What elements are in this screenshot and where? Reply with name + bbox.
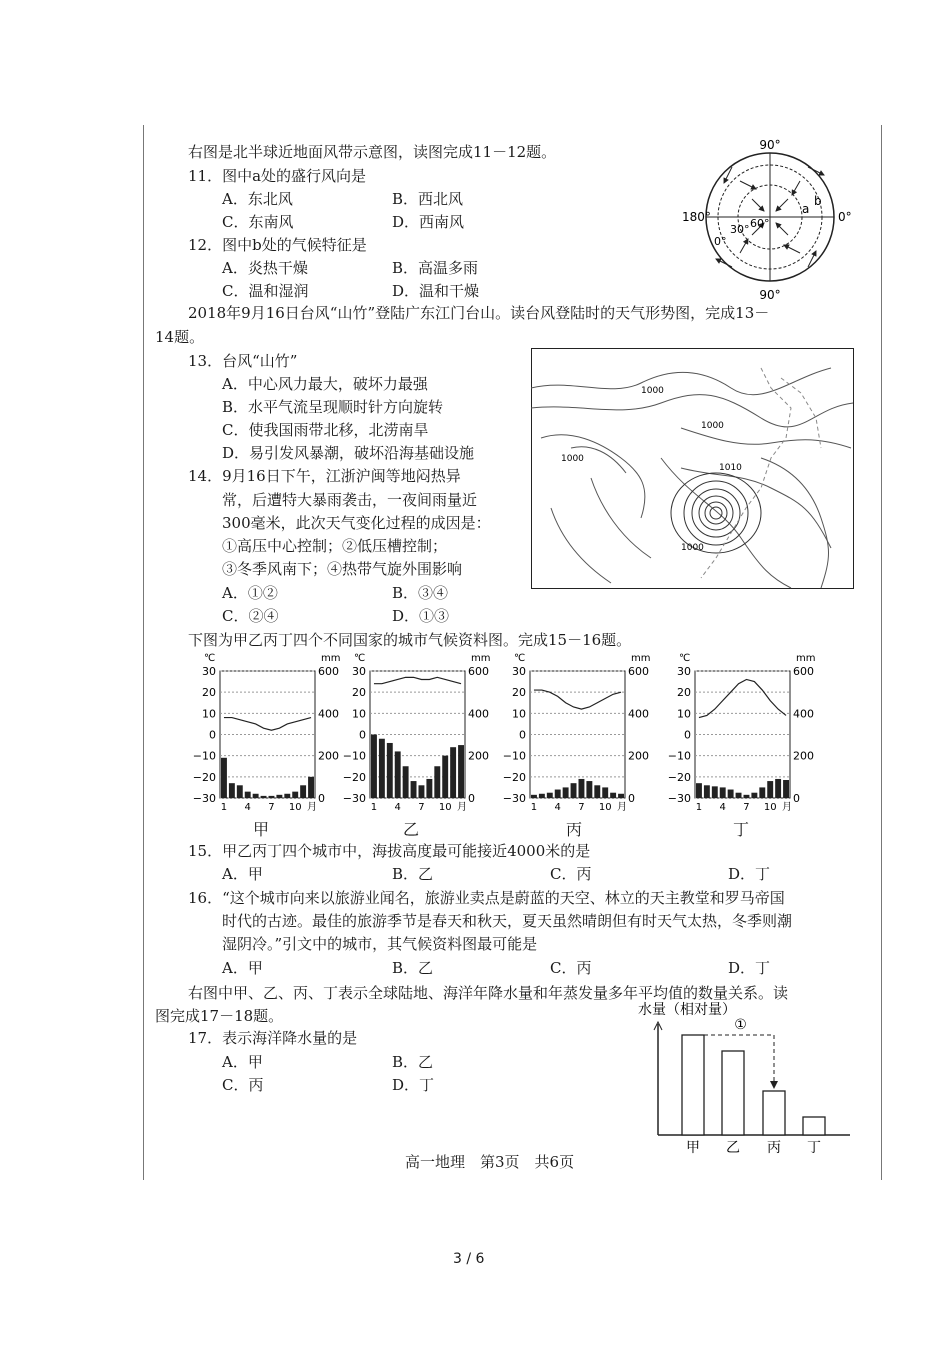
climate-chart-0 xyxy=(193,653,341,813)
arrow-label: ① xyxy=(734,1017,747,1033)
month-tick-label: 4 xyxy=(394,802,401,813)
precip-bar xyxy=(458,745,464,798)
q15-option-c: C．丙 xyxy=(550,865,592,883)
precip-bar xyxy=(728,790,734,798)
precip-unit: mm xyxy=(796,653,816,664)
precip-bar xyxy=(602,787,608,798)
precip-unit: mm xyxy=(631,653,651,664)
isobar-label-1: 1000 xyxy=(701,421,724,431)
q11-stem: 11．图中a处的盛行风向是 xyxy=(188,167,367,185)
q14-option-c: C．②④ xyxy=(222,607,279,625)
precip-tick-label: 400 xyxy=(628,707,649,721)
precip-bar xyxy=(555,790,561,798)
precip-bar xyxy=(411,781,417,798)
q15-stem: 15．甲乙丙丁四个城市中，海拔高度最可能接近4000米的是 xyxy=(188,842,591,860)
precip-bar xyxy=(547,793,553,798)
month-unit: 月 xyxy=(307,802,317,813)
temp-unit: ℃ xyxy=(514,653,526,664)
precip-unit: mm xyxy=(471,653,491,664)
label-0-equator: 0° xyxy=(714,235,727,248)
q14-option-a: A．①② xyxy=(222,584,278,602)
precip-bar xyxy=(744,795,750,798)
precip-bar xyxy=(720,787,726,798)
climate-chart-1 xyxy=(343,653,491,813)
temp-tick-label: −30 xyxy=(192,792,216,805)
label-0-right: 0° xyxy=(838,210,852,224)
precip-bar xyxy=(531,795,537,798)
precip-bar xyxy=(571,783,577,798)
q14-line2: 常，后遭特大暴雨袭击，一夜间雨量近 xyxy=(222,491,478,509)
month-tick-label: 1 xyxy=(695,802,703,813)
precip-bar xyxy=(751,793,757,798)
q16-line2: 时代的古迹。最佳的旅游季节是春天和秋天，夏天虽然晴朗但有时天气太热，冬季则潮 xyxy=(222,912,793,930)
q12-option-b: B．高温多雨 xyxy=(392,259,479,277)
intro-15-16: 下图为甲乙丙丁四个不同国家的城市气候资料图。完成15－16题。 xyxy=(188,631,632,649)
temp-tick-label: −30 xyxy=(502,792,526,805)
q14-line5: ③冬季风南下；④热带气旋外围影响 xyxy=(222,560,463,578)
precip-unit: mm xyxy=(321,653,341,664)
precip-bar xyxy=(269,796,275,798)
precip-bar xyxy=(221,758,227,798)
q15-option-b: B．乙 xyxy=(392,865,434,883)
month-tick-label: 1 xyxy=(370,802,378,813)
intro-13-14-line2: 14题。 xyxy=(155,328,205,346)
month-tick-label: 10 xyxy=(438,802,452,813)
isobar-label-2: 1010 xyxy=(719,463,742,473)
temp-line xyxy=(534,690,621,709)
temp-tick-label: 10 xyxy=(352,707,366,721)
month-tick-label: 7 xyxy=(268,802,275,813)
precip-tick-label: 600 xyxy=(468,665,489,678)
precip-bar xyxy=(712,786,718,798)
temp-unit: ℃ xyxy=(679,653,691,664)
q14-option-d: D．①③ xyxy=(392,607,450,625)
precip-tick-label: 400 xyxy=(793,707,814,721)
month-tick-label: 10 xyxy=(288,802,302,813)
wind-belt-diagram xyxy=(680,137,860,302)
precip-bar xyxy=(292,792,298,798)
q12-option-c: C．温和湿润 xyxy=(222,282,309,300)
climate-chart-label-yi: 乙 xyxy=(403,820,420,839)
month-tick-label: 4 xyxy=(554,802,561,813)
climate-chart-label-jia: 甲 xyxy=(253,820,270,839)
month-unit: 月 xyxy=(617,802,627,813)
precip-bar xyxy=(245,792,251,798)
precip-bar xyxy=(775,779,781,798)
label-30: 30° xyxy=(730,223,750,236)
climate-chart-label-ding: 丁 xyxy=(733,820,750,839)
precip-bar xyxy=(253,794,259,798)
month-tick-label: 10 xyxy=(598,802,612,813)
precip-bar xyxy=(610,793,616,798)
precip-bar xyxy=(284,794,290,798)
climate-chart-2 xyxy=(503,653,651,813)
q15-option-a: A．甲 xyxy=(222,865,263,883)
precip-bar xyxy=(395,751,401,798)
climate-chart-label-bing: 丙 xyxy=(566,820,583,839)
q12-option-d: D．温和干燥 xyxy=(392,282,480,300)
month-tick-label: 7 xyxy=(418,802,425,813)
precip-tick-label: 0 xyxy=(468,792,475,805)
precip-tick-label: 600 xyxy=(628,665,649,678)
q17-option-c: C．丙 xyxy=(222,1076,264,1094)
precip-tick-label: 400 xyxy=(468,707,489,721)
precip-bar xyxy=(442,756,448,798)
temp-tick-label: 30 xyxy=(677,665,691,678)
q13-option-c: C．使我国雨带北移，北涝南旱 xyxy=(222,421,429,439)
temp-unit: ℃ xyxy=(204,653,216,664)
q14-option-b: B．③④ xyxy=(392,584,449,602)
precip-bar xyxy=(618,794,624,798)
temp-tick-label: −30 xyxy=(667,792,691,805)
precip-tick-label: 600 xyxy=(318,665,339,678)
q11-option-a: A．东北风 xyxy=(222,190,293,208)
q11-option-b: B．西北风 xyxy=(392,190,464,208)
temp-line xyxy=(699,679,786,717)
precip-tick-label: 0 xyxy=(318,792,325,805)
intro-13-14-line1: 2018年9月16日台风“山竹”登陆广东江门台山。读台风登陆时的天气形势图，完成13－ xyxy=(188,304,770,322)
precip-bar xyxy=(563,787,569,798)
precip-bar xyxy=(696,783,702,798)
label-90-bottom: 90° xyxy=(759,288,781,302)
temp-tick-label: −10 xyxy=(342,749,366,763)
precip-bar xyxy=(434,766,440,798)
category-label: 乙 xyxy=(726,1140,740,1156)
month-tick-label: 4 xyxy=(719,802,726,813)
q17-stem: 17．表示海洋降水量的是 xyxy=(188,1029,358,1047)
precip-bar xyxy=(308,777,314,798)
temp-tick-label: −10 xyxy=(502,749,526,763)
precip-bar xyxy=(539,794,545,798)
temp-tick-label: 20 xyxy=(677,686,691,700)
precip-bar xyxy=(450,747,456,798)
water-bar xyxy=(682,1035,704,1135)
month-tick-label: 1 xyxy=(530,802,538,813)
q17-option-b: B．乙 xyxy=(392,1053,434,1071)
precip-tick-label: 0 xyxy=(793,792,800,805)
precip-tick-label: 400 xyxy=(318,707,339,721)
precip-bar xyxy=(229,783,235,798)
temp-tick-label: 0 xyxy=(519,728,526,742)
temp-tick-label: −10 xyxy=(192,749,216,763)
category-label: 甲 xyxy=(686,1140,700,1156)
month-tick-label: 10 xyxy=(763,802,777,813)
chart-ylabel: 水量（相对量） xyxy=(638,1002,736,1018)
q16-option-d: D．丁 xyxy=(728,959,771,977)
isobar-label-5: 1000 xyxy=(641,386,664,396)
temp-tick-label: 10 xyxy=(202,707,216,721)
label-180: 180° xyxy=(682,210,711,224)
temp-tick-label: 10 xyxy=(512,707,526,721)
precip-tick-label: 0 xyxy=(628,792,635,805)
precip-bar xyxy=(379,739,385,798)
category-label: 丁 xyxy=(807,1140,821,1156)
temp-tick-label: 30 xyxy=(512,665,526,678)
q16-option-c: C．丙 xyxy=(550,959,592,977)
label-a: a xyxy=(802,202,810,216)
intro-17-18-line1: 右图中甲、乙、丙、丁表示全球陆地、海洋年降水量和年蒸发量多年平均值的数量关系。读 xyxy=(188,984,789,1002)
q12-option-a: A．炎热干燥 xyxy=(222,259,308,277)
q13-option-a: A．中心风力最大，破坏力最强 xyxy=(222,375,428,393)
page-footer: 高一地理 第3页 共6页 xyxy=(405,1153,575,1171)
temp-tick-label: −20 xyxy=(192,770,216,784)
precip-bar xyxy=(594,785,600,798)
precip-tick-label: 200 xyxy=(318,749,339,763)
temp-line xyxy=(374,677,461,683)
precip-bar xyxy=(767,781,773,798)
precip-tick-label: 200 xyxy=(793,749,814,763)
temp-tick-label: −20 xyxy=(667,770,691,784)
precip-bar xyxy=(371,735,377,799)
q17-option-a: A．甲 xyxy=(222,1053,263,1071)
precip-bar xyxy=(704,785,710,798)
q12-stem: 12．图中b处的气候特征是 xyxy=(188,236,367,254)
temp-tick-label: 0 xyxy=(684,728,691,742)
q13-stem: 13．台风“山竹” xyxy=(188,352,298,370)
temp-tick-label: −30 xyxy=(342,792,366,805)
precip-tick-label: 600 xyxy=(793,665,814,678)
temp-tick-label: −20 xyxy=(342,770,366,784)
precip-bar xyxy=(403,766,409,798)
precip-bar xyxy=(579,779,585,798)
temp-tick-label: 0 xyxy=(209,728,216,742)
q13-option-d: D．易引发风暴潮，破坏沿海基础设施 xyxy=(222,444,475,462)
month-tick-label: 1 xyxy=(220,802,228,813)
isobar-label-3: 1000 xyxy=(561,454,584,464)
climate-chart-3 xyxy=(668,653,816,813)
q14-line4: ①高压中心控制；②低压槽控制； xyxy=(222,537,448,555)
q16-option-a: A．甲 xyxy=(222,959,263,977)
month-tick-label: 7 xyxy=(743,802,750,813)
temp-tick-label: −20 xyxy=(502,770,526,784)
precip-bar xyxy=(426,779,432,798)
q11-option-c: C．东南风 xyxy=(222,213,294,231)
temp-tick-label: −10 xyxy=(667,749,691,763)
precip-tick-label: 200 xyxy=(628,749,649,763)
q17-option-d: D．丁 xyxy=(392,1076,435,1094)
month-tick-label: 7 xyxy=(578,802,585,813)
precip-bar xyxy=(419,785,425,798)
temp-tick-label: 20 xyxy=(202,686,216,700)
q16-option-b: B．乙 xyxy=(392,959,434,977)
typhoon-weather-map xyxy=(531,348,854,589)
precip-bar xyxy=(276,795,282,798)
temp-tick-label: 30 xyxy=(202,665,216,678)
temp-tick-label: 0 xyxy=(359,728,366,742)
temp-unit: ℃ xyxy=(354,653,366,664)
precip-bar xyxy=(300,785,306,798)
arrow-head xyxy=(770,1081,778,1089)
intro-11-12: 右图是北半球近地面风带示意图，读图完成11－12题。 xyxy=(188,143,557,161)
label-60: 60° xyxy=(750,217,770,230)
month-unit: 月 xyxy=(457,802,467,813)
precip-bar xyxy=(387,743,393,798)
precip-bar xyxy=(586,781,592,798)
category-label: 丙 xyxy=(767,1140,781,1156)
q16-line3: 湿阴冷。”引文中的城市，其气候资料图最可能是 xyxy=(222,935,538,953)
climate-charts xyxy=(190,651,830,816)
page-number: 3 / 6 xyxy=(453,1251,485,1267)
water-bar xyxy=(722,1051,744,1135)
temp-line xyxy=(224,718,311,731)
q16-line1: 16．“这个城市向来以旅游业闻名，旅游业卖点是蔚蓝的天空、林立的天主教堂和罗马帝国 xyxy=(188,889,785,907)
label-b: b xyxy=(814,194,822,208)
precip-bar xyxy=(237,785,243,798)
precip-bar xyxy=(759,787,765,798)
isobar-label-4: 1000 xyxy=(681,543,704,553)
month-tick-label: 4 xyxy=(244,802,251,813)
precip-bar xyxy=(261,796,267,798)
precip-bar xyxy=(736,793,742,798)
temp-tick-label: 10 xyxy=(677,707,691,721)
temp-tick-label: 20 xyxy=(352,686,366,700)
q14-line1: 14．9月16日下午，江浙沪闽等地闷热异 xyxy=(188,467,461,485)
q13-option-b: B．水平气流呈现顺时针方向旋转 xyxy=(222,398,444,416)
precip-tick-label: 200 xyxy=(468,749,489,763)
water-balance-chart xyxy=(630,1000,860,1160)
water-bar xyxy=(763,1091,785,1135)
water-bar xyxy=(803,1117,825,1135)
q14-line3: 300毫米，此次天气变化过程的成因是： xyxy=(222,514,491,532)
month-unit: 月 xyxy=(782,802,792,813)
label-90-top: 90° xyxy=(759,138,781,152)
temp-tick-label: 20 xyxy=(512,686,526,700)
intro-17-18-line2: 图完成17－18题。 xyxy=(155,1007,284,1025)
precip-bar xyxy=(783,780,789,798)
q11-option-d: D．西南风 xyxy=(392,213,465,231)
temp-tick-label: 30 xyxy=(352,665,366,678)
q15-option-d: D．丁 xyxy=(728,865,771,883)
